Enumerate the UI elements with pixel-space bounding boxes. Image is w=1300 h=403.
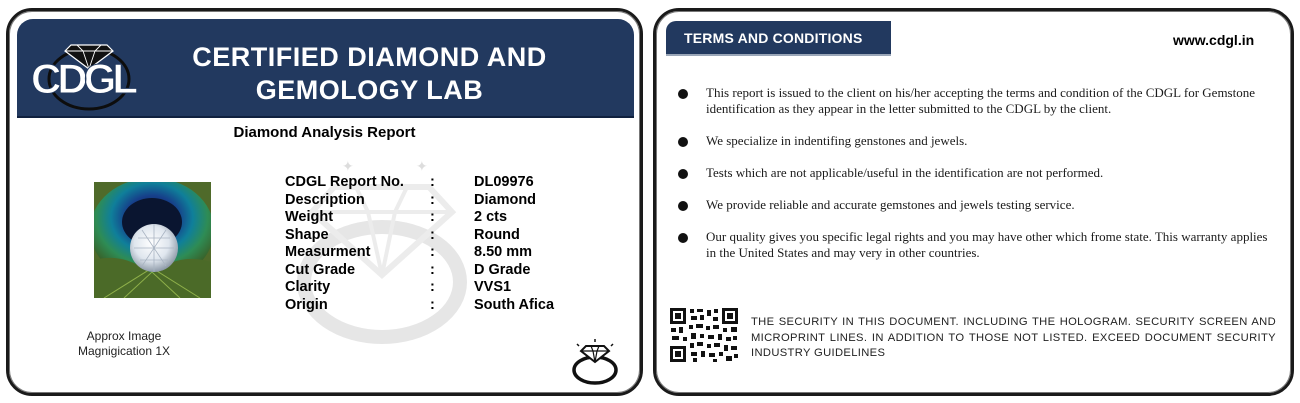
certificate-front-card <box>6 8 643 396</box>
detail-separator: : <box>430 174 435 190</box>
terms-heading-underline <box>666 54 891 56</box>
website-text: www.cdgl.in <box>1173 32 1255 48</box>
detail-row-cut-grade <box>285 262 585 280</box>
bullet-icon <box>678 201 688 211</box>
detail-value: Diamond <box>474 191 537 208</box>
detail-separator: : <box>430 244 435 260</box>
terms-item <box>676 197 1276 213</box>
detail-value: 8.50 mm <box>474 244 533 260</box>
terms-item <box>676 229 1276 261</box>
detail-row-weight <box>285 209 585 227</box>
certificate-back-card <box>653 8 1294 396</box>
logo-text: CDGL <box>31 55 134 102</box>
detail-value: 2 cts <box>474 209 508 225</box>
lab-title <box>167 41 572 107</box>
bullet-icon <box>678 233 688 243</box>
detail-value: South Afica <box>474 296 555 313</box>
caption-line2: Magnigication 1X <box>77 344 171 358</box>
bullet-icon <box>678 137 688 147</box>
lab-title-line1: CERTIFIED DIAMOND AND <box>192 42 547 72</box>
detail-row-measurement <box>285 244 585 262</box>
bullet-icon <box>678 169 688 179</box>
detail-separator: : <box>430 209 435 225</box>
detail-label: Origin <box>285 296 328 313</box>
terms-item <box>676 133 1276 149</box>
terms-list <box>676 85 1276 277</box>
report-title: Diamond Analysis Report <box>233 124 416 141</box>
svg-text:✦: ✦ <box>342 159 354 175</box>
detail-row-report-no <box>285 174 585 192</box>
detail-separator: : <box>430 296 435 313</box>
terms-item-text: Our quality gives you specific legal rights and you may have other which frome state. This warranty applies in the United States and may very in other countries. <box>706 229 1268 260</box>
cdgl-logo-icon <box>27 29 159 111</box>
detail-value: VVS1 <box>474 279 512 295</box>
qr-code-icon <box>669 307 739 363</box>
image-caption <box>69 329 179 359</box>
detail-label: Description <box>285 191 365 208</box>
terms-item-text: Tests which are not applicable/useful in the identification are not performed. <box>706 165 1104 180</box>
detail-label: CDGL Report No. <box>285 174 404 190</box>
svg-text:✦: ✦ <box>416 159 428 175</box>
detail-separator: : <box>430 226 435 243</box>
detail-row-clarity <box>285 279 585 297</box>
security-notice: THE SECURITY IN THIS DOCUMENT. INCLUDING THE HOLOGRAM. SECURITY SCREEN AND MICROPRINT LINES. IN ADDITION TO THOSE NOT LISTED. EXCEED DOCUMENT SECURITY INDUSTRY GUIDELINES <box>751 316 1276 359</box>
terms-item-text: We provide reliable and accurate gemstones and jewels testing service. <box>706 197 1075 212</box>
detail-label: Clarity <box>285 279 331 295</box>
detail-label: Cut Grade <box>285 261 356 278</box>
detail-label: Measurment <box>285 244 371 260</box>
report-details <box>285 174 585 314</box>
header-banner <box>17 19 634 118</box>
terms-heading: TERMS AND CONDITIONS <box>666 21 891 54</box>
terms-item-text: This report is issued to the client on his/her accepting the terms and condition of the CDGL for Gemstone identification as they appear in the letter submitted to the CDGL by the client. <box>706 85 1256 116</box>
detail-value: Round <box>474 226 520 243</box>
detail-value: DL09976 <box>474 174 534 190</box>
detail-label: Shape <box>285 226 329 243</box>
bullet-icon <box>678 89 688 99</box>
detail-separator: : <box>430 279 435 295</box>
detail-value: D Grade <box>474 261 531 278</box>
diamond-ring-icon <box>569 338 621 386</box>
detail-separator: : <box>430 191 435 208</box>
lab-title-line2: GEMOLOGY LAB <box>255 75 484 105</box>
caption-line1: Approx Image <box>86 329 162 343</box>
diamond-photo <box>94 182 211 298</box>
detail-row-shape <box>285 227 585 245</box>
detail-label: Weight <box>285 209 334 225</box>
terms-item <box>676 85 1276 117</box>
terms-item-text: We specialize in indentifing genstones and jewels. <box>706 133 968 148</box>
terms-item <box>676 165 1276 181</box>
detail-row-origin <box>285 297 585 315</box>
detail-row-description <box>285 192 585 210</box>
detail-separator: : <box>430 261 435 278</box>
